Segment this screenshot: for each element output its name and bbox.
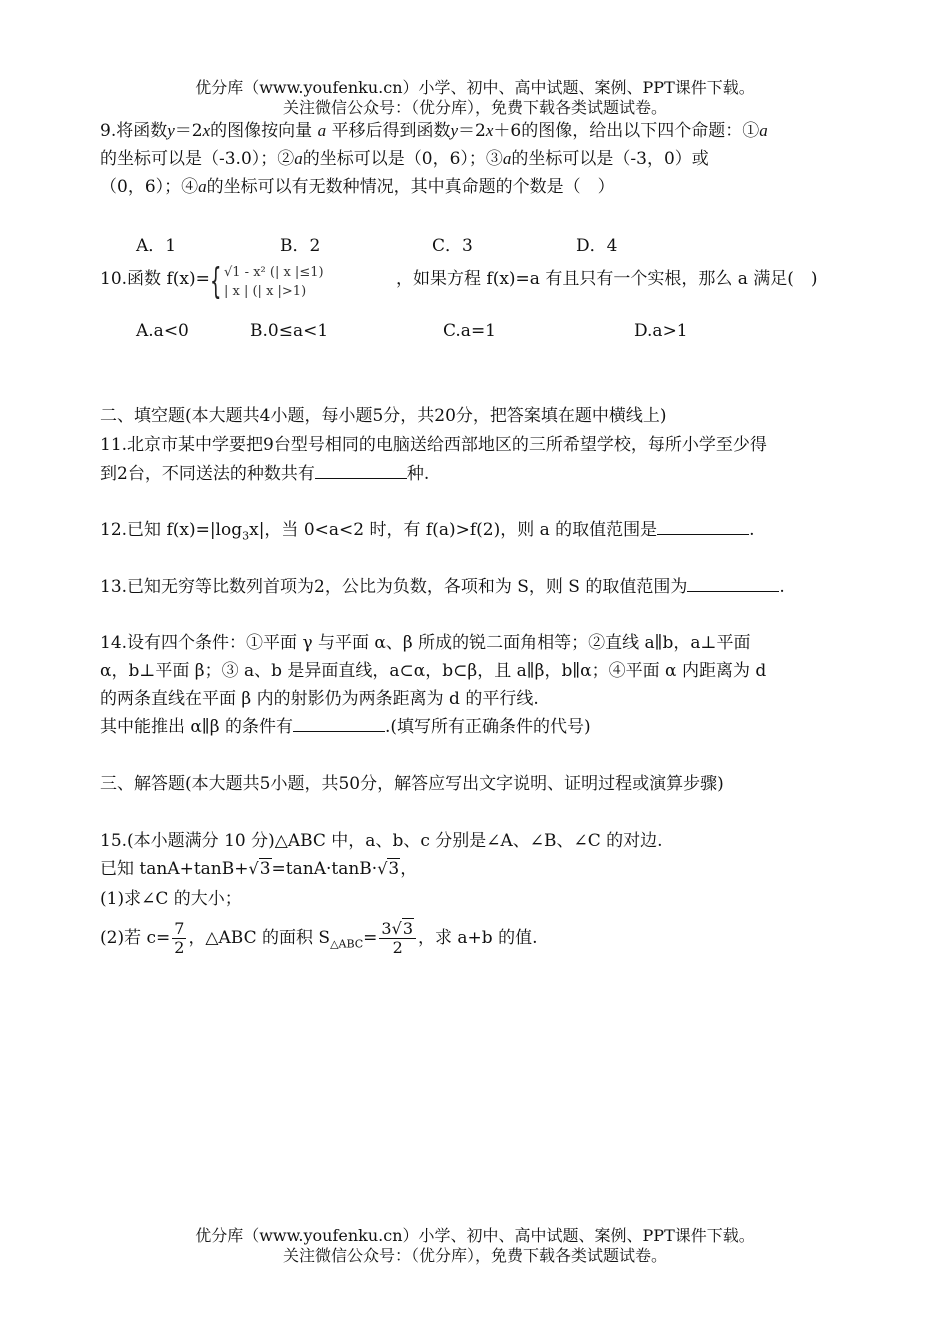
header-line-2: 关注微信公众号：（优分库），免费下载各类试题试卷。 <box>282 98 667 117</box>
piecewise-case-1: √1 - x² (| x |≤1) <box>224 265 324 280</box>
q9-option-b: B．2 <box>280 236 321 256</box>
q15-line-1: 15.(本小题满分 10 分)△ABC 中，a、b、c 分别是∠A、∠B、∠C 的对边. <box>100 831 663 851</box>
q9-line-2: 的坐标可以是（-3.0）；②a的坐标可以是（0，6）；③a的坐标可以是（-3，0）或 <box>100 149 709 169</box>
footer-line-1: 优分库（www.youfenku.cn）小学、初中、高中试题、案例、PPT课件下载。 <box>195 1226 755 1245</box>
sqrt-3: √3 <box>248 859 271 879</box>
left-brace-icon: { <box>210 261 222 302</box>
q10-option-a: A.a<0 <box>136 321 189 341</box>
header-line-1: 优分库（www.youfenku.cn）小学、初中、高中试题、案例、PPT课件下载。 <box>195 78 755 97</box>
q9-option-d: D．4 <box>576 236 618 256</box>
q10-stem-end: ，如果方程 f(x)=a 有且只有一个实根，那么 a 满足( ) <box>396 269 818 289</box>
q9-option-a: A．1 <box>136 236 177 256</box>
q14-line-4: 其中能推出 α∥β 的条件有 .(填写所有正确条件的代号) <box>100 717 591 737</box>
answer-blank <box>687 576 779 592</box>
q11-line-1: 11.北京市某中学要把9台型号相同的电脑送给西部地区的三所希望学校，每所小学至少得 <box>100 435 767 455</box>
q14-line-1: 14.设有四个条件：①平面 γ 与平面 α、β 所成的锐二面角相等；②直线 a∥b，a⊥平面 <box>100 633 751 653</box>
q10-stem-start: 10.函数 f(x)= <box>100 269 210 289</box>
fraction-c: $\frac{7}{2}$ <box>174 919 185 957</box>
answer-blank <box>657 519 749 535</box>
sqrt-3: √3 <box>377 859 400 879</box>
section-3-title: 三、解答题(本大题共5小题，共50分，解答应写出文字说明、证明过程或演算步骤) <box>100 774 724 794</box>
q9-line-1: 9.将函数y＝2x的图像按向量 a 平移后得到函数y＝2x＋6的图像，给出以下四个命题：①a <box>100 121 768 141</box>
q15-part-2: (2)若 c= $\frac{7}{2}$ ，△ABC 的面积 $S_{\triangle ABC}=$ $\frac{3√3}{2}$ ，求 a+b 的值. <box>100 919 538 957</box>
footer-line-2: 关注微信公众号：（优分库），免费下载各类试题试卷。 <box>282 1246 667 1265</box>
answer-blank <box>315 463 407 479</box>
q10-option-b: B.0≤a<1 <box>250 321 329 341</box>
fraction-area: $\frac{3√3}{2}$ <box>379 920 416 957</box>
q11-line-2: 到2台，不同送法的种数共有 种. <box>100 464 430 484</box>
q15-part-1: (1)求∠C 的大小； <box>100 889 242 909</box>
q14-line-3: 的两条直线在平面 β 内的射影仍为两条距离为 d 的平行线. <box>100 689 539 709</box>
q10-option-c: C.a=1 <box>443 321 497 341</box>
q10-option-d: D.a>1 <box>634 321 688 341</box>
q15-line-2: 已知 tanA+tanB+√3=tanA·tanB·√3， <box>100 859 418 879</box>
piecewise-function <box>210 262 390 304</box>
piecewise-case-2: | x | (| x |>1) <box>224 284 307 299</box>
answer-blank <box>293 716 385 732</box>
q12-line: 12.已知 $f(x)=|\log_3x|$，当 0<a<2 时，有 f(a)>f(2)，则 a 的取值范围是 . <box>100 520 755 543</box>
q9-option-c: C．3 <box>432 236 473 256</box>
q14-line-2: α，b⊥平面 β；③ a、b 是异面直线，a⊂α，b⊂β，且 a∥β，b∥α；④平面 α 内距离为 d <box>100 661 767 681</box>
q13-line: 13.已知无穷等比数列首项为2，公比为负数，各项和为 S，则 S 的取值范围为 . <box>100 577 785 597</box>
q9-line-3: （0，6）；④a的坐标可以有无数种情况，其中真命题的个数是（ ） <box>100 177 615 197</box>
section-2-title: 二、填空题(本大题共4小题，每小题5分，共20分，把答案填在题中横线上) <box>100 406 667 426</box>
